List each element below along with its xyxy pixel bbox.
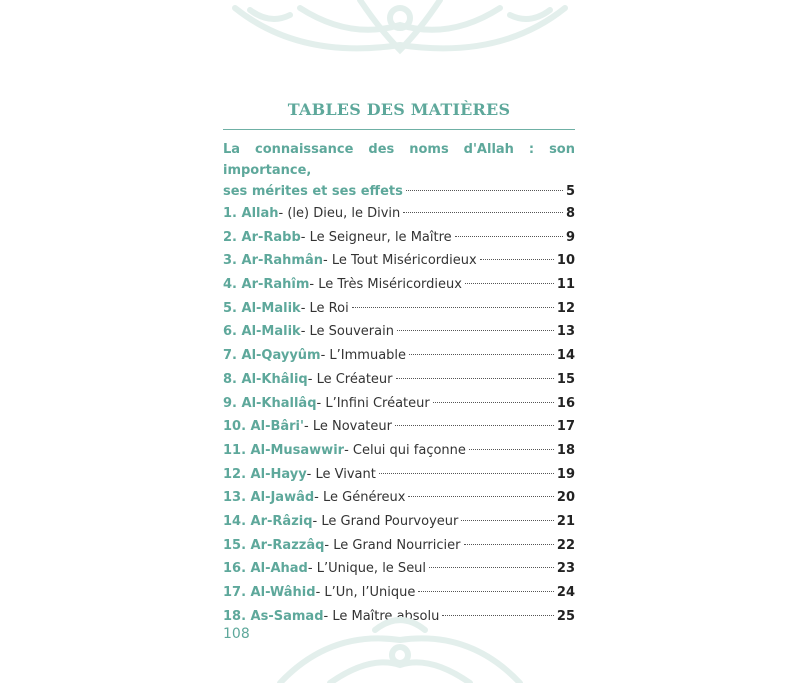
toc-entry[interactable]	[223, 344, 575, 368]
toc-entry-name: 15. Ar-Razzâq	[223, 537, 325, 553]
toc-entry-name: 16. Al-Ahad	[223, 561, 308, 577]
toc-entry-name: 3. Ar-Rahmân	[223, 253, 323, 269]
toc-entry-name: 4. Ar-Rahîm	[223, 277, 310, 293]
toc-entry-desc: - L’Un, l’Unique	[315, 585, 416, 600]
toc-intro-line2: ses mérites et ses effets	[223, 184, 403, 199]
toc-entry-page: 25	[556, 608, 575, 624]
toc-entry[interactable]	[223, 486, 575, 510]
dot-leader	[408, 496, 553, 497]
toc-entry-desc: - Le Seigneur, le Maître	[300, 229, 452, 245]
toc-entry-desc: - (le) Dieu, le Divin	[278, 206, 401, 221]
dot-leader	[465, 283, 554, 284]
toc-entry-page: 18	[556, 442, 575, 458]
toc-entry[interactable]	[223, 249, 575, 273]
toc-entry[interactable]	[223, 415, 575, 439]
toc-entry-desc: - Le Vivant	[306, 466, 376, 482]
toc-entry-page: 17	[556, 419, 575, 435]
toc-entry-page: 11	[556, 277, 575, 293]
dot-leader	[429, 567, 554, 568]
toc-entry-name: 17. Al-Wâhid	[223, 585, 316, 600]
toc-entry-name: 18. As-Samad	[223, 608, 324, 624]
toc-entry[interactable]	[223, 320, 575, 344]
toc-entry-page: 16	[556, 395, 575, 411]
toc-intro-page: 5	[565, 184, 575, 199]
top-ornament	[0, 0, 800, 75]
dot-leader	[461, 520, 554, 521]
toc-entry-page: 15	[556, 371, 575, 387]
table-of-contents	[223, 100, 575, 628]
dot-leader	[480, 259, 554, 260]
toc-entry-name: 13. Al-Jawâd	[223, 490, 315, 506]
toc-entry-page: 13	[556, 324, 575, 340]
dot-leader	[379, 473, 554, 474]
toc-entry-desc: - Le Roi	[300, 300, 349, 316]
toc-entry-name: 1. Allah	[223, 206, 279, 221]
toc-entry-name: 14. Ar-Râziq	[223, 513, 313, 529]
dot-leader	[442, 615, 554, 616]
toc-entry[interactable]	[223, 534, 575, 558]
dot-leader	[469, 449, 554, 450]
toc-entry-name: 6. Al-Malik	[223, 324, 301, 340]
toc-entry-desc: - Le Tout Miséricordieux	[323, 253, 477, 269]
toc-entry-desc: - Celui qui façonne	[344, 442, 466, 458]
dot-leader	[396, 378, 554, 379]
dot-leader	[403, 212, 563, 213]
toc-entry[interactable]	[223, 297, 575, 321]
toc-entry[interactable]	[223, 226, 575, 250]
toc-entry-page: 20	[556, 490, 575, 506]
dot-leader	[455, 236, 563, 237]
toc-entry-desc: - L’Infini Créateur	[316, 395, 430, 411]
dot-leader	[406, 190, 563, 191]
toc-entry[interactable]	[223, 368, 575, 392]
dot-leader	[352, 307, 554, 308]
toc-entry-page: 22	[556, 537, 575, 553]
dot-leader	[395, 425, 554, 426]
toc-entry-page: 23	[556, 561, 575, 577]
toc-entry-name: 8. Al-Khâliq	[223, 371, 308, 387]
toc-entry[interactable]	[223, 557, 575, 581]
toc-entry[interactable]	[223, 510, 575, 534]
toc-entry-page: 14	[556, 348, 575, 364]
toc-entry-page: 10	[556, 253, 575, 269]
toc-entry-desc: - L’Immuable	[320, 348, 407, 364]
toc-entry-name: 10. Al-Bâri'	[223, 419, 304, 435]
toc-entry-desc: - Le Grand Nourricier	[324, 537, 461, 553]
toc-entry-name: 2. Ar-Rabb	[223, 229, 301, 245]
dot-leader	[418, 591, 554, 592]
toc-entry-desc: - Le Très Miséricordieux	[309, 277, 462, 293]
toc-entry[interactable]	[223, 581, 575, 605]
page-number: 108	[223, 626, 250, 642]
dot-leader	[464, 544, 554, 545]
toc-entry-page: 24	[556, 585, 575, 600]
toc-title: TABLES DES MATIÈRES	[223, 100, 575, 130]
dot-leader	[409, 354, 554, 355]
toc-intro-line1: La connaissance des noms d'Allah : son importance,	[223, 142, 575, 178]
toc-entry-name: 7. Al-Qayyûm	[223, 348, 321, 364]
toc-entry-desc: - L’Unique, le Seul	[307, 561, 427, 577]
toc-entry-page: 19	[556, 466, 575, 482]
toc-entry[interactable]	[223, 392, 575, 416]
toc-entry-page: 12	[556, 300, 575, 316]
toc-entry-desc: - Le Créateur	[307, 371, 393, 387]
toc-entry[interactable]	[223, 463, 575, 487]
toc-entry-desc: - Le Souverain	[300, 324, 394, 340]
toc-intro-entry[interactable]	[223, 139, 575, 202]
toc-entry-desc: - Le Grand Pourvoyeur	[312, 513, 459, 529]
dot-leader	[433, 402, 554, 403]
toc-entry-page: 9	[565, 229, 575, 245]
toc-entry[interactable]	[223, 273, 575, 297]
toc-entry-page: 21	[556, 513, 575, 529]
toc-entry-page: 8	[565, 206, 575, 221]
toc-entries-list	[223, 202, 575, 628]
toc-entry[interactable]	[223, 605, 575, 629]
dot-leader	[397, 330, 554, 331]
toc-entry-desc: - Le Généreux	[314, 490, 406, 506]
toc-entry-name: 5. Al-Malik	[223, 300, 301, 316]
toc-entry-name: 9. Al-Khallâq	[223, 395, 317, 411]
toc-entry[interactable]	[223, 439, 575, 463]
toc-entry[interactable]	[223, 202, 575, 226]
toc-entry-desc: - Le Maître absolu	[323, 608, 440, 624]
toc-entry-name: 12. Al-Hayy	[223, 466, 307, 482]
toc-entry-name: 11. Al-Musawwir	[223, 442, 345, 458]
toc-entry-desc: - Le Novateur	[304, 419, 392, 435]
